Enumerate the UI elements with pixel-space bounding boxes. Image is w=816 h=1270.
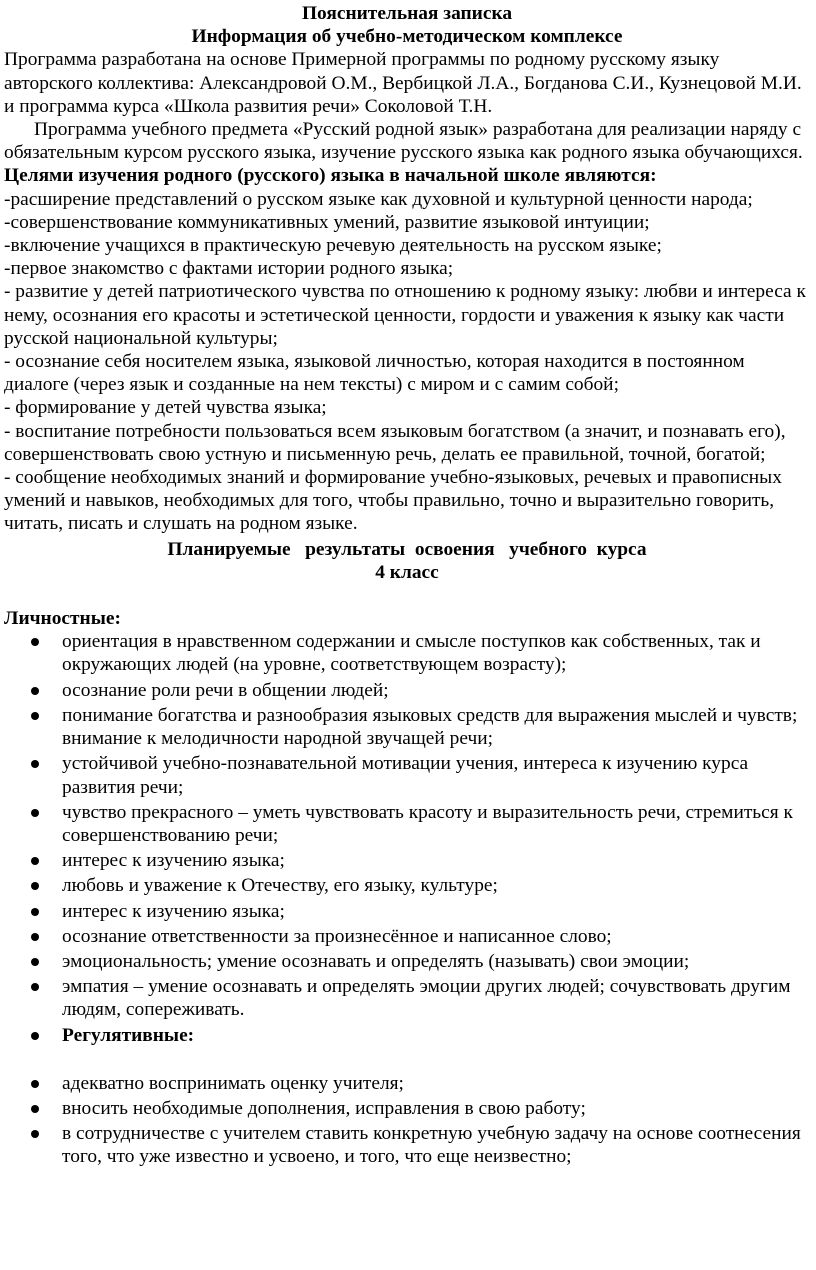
intro-paragraph-2: Программа учебного предмета «Русский родной язык» разработана для реализации наряду с обязательным курсом русского языка, изучение русского языка как родного языка обучающихся. xyxy=(4,119,803,164)
regulatory-list xyxy=(4,1072,810,1169)
bullet-icon xyxy=(31,1080,39,1088)
bullet-icon xyxy=(31,809,39,817)
list-item xyxy=(4,679,810,702)
spacer xyxy=(4,1049,810,1072)
list-item xyxy=(4,975,810,1021)
list-item-text: любовь и уважение к Отечеству, его языку, культуре; xyxy=(62,875,498,897)
regulatory-heading: Регулятивные: xyxy=(62,1024,195,1046)
document-subtitle: Информация об учебно-методическом комплексе xyxy=(191,26,623,48)
goals-list xyxy=(4,188,810,536)
bullet-icon xyxy=(31,1032,39,1040)
bullet-icon xyxy=(31,1105,39,1113)
bullet-icon xyxy=(31,958,39,966)
list-item-text: эмоциональность; умение осознавать и определять (называть) свои эмоции; xyxy=(62,950,690,972)
list-item xyxy=(4,849,810,872)
personal-heading: Личностные: xyxy=(4,608,121,630)
list-item-text: эмпатия – умение осознавать и определять эмоции других людей; сочувствовать другим людям, сопереживать. xyxy=(62,976,791,1021)
list-item xyxy=(4,801,810,847)
list-item-text: вносить необходимые дополнения, исправления в свою работу; xyxy=(62,1097,586,1119)
list-item xyxy=(4,925,810,948)
bullet-icon xyxy=(31,882,39,890)
list-item xyxy=(4,1072,810,1095)
results-heading: Планируемые результаты освоения учебного курса xyxy=(167,538,647,560)
list-item-text: ориентация в нравственном содержании и смысле поступков как собственных, так и окружающих людей (на уровне, соответствующем возрасту); xyxy=(62,631,761,676)
bullet-icon xyxy=(31,983,39,991)
list-item-text: интерес к изучению языка; xyxy=(62,850,285,872)
intro-paragraph: Программа разработана на основе Примерной программы по родному русскому языку авторского коллектива: Александровой О.М., Вербицкой Л.А., Богданова С.И., Кузнецовой М.И. и программа курса «Школа развития речи» Соколовой Т.Н. xyxy=(4,49,802,117)
goal-item: -совершенствование коммуникативных умений, развитие языковой интуиции; xyxy=(4,211,650,233)
bullet-icon xyxy=(31,857,39,865)
goal-item: - развитие у детей патриотического чувства по отношению к родному языку: любви и интереса к нему, осознания его красоты и эстетической ценности, гордости и уважения к языку как части русской национальной культуры; xyxy=(4,281,806,349)
list-item-text: понимание богатства и разнообразия языковых средств для выражения мыслей и чувств; внимание к мелодичности народной звучащей речи; xyxy=(62,704,798,750)
list-item xyxy=(4,900,810,923)
bullet-icon xyxy=(31,687,39,695)
bullet-icon xyxy=(31,1130,39,1138)
goals-heading: Целями изучения родного (русского) языка в начальной школе являются: xyxy=(4,165,657,187)
list-item-text: осознание ответственности за произнесённое и написанное слово; xyxy=(62,925,612,947)
goal-item: - воспитание потребности пользоваться всем языковым богатством (а значит, и познавать его), совершенствовать свою устную и письменную речь, делать ее правильной, точной, богатой; xyxy=(4,420,786,465)
personal-list xyxy=(4,630,810,1046)
list-item xyxy=(4,1097,810,1120)
list-item-text: интерес к изучению языка; xyxy=(62,900,285,922)
list-item xyxy=(4,1024,810,1047)
list-item-text: устойчивой учебно-познавательной мотивации учения, интереса к изучению курса развития речи; xyxy=(62,753,749,798)
list-item-text: осознание роли речи в общении людей; xyxy=(62,679,389,701)
list-item xyxy=(4,752,810,798)
goal-item: - осознание себя носителем языка, языковой личностью, которая находится в постоянном диалоге (через язык и созданные на нем тексты) с миром и с самим собой; xyxy=(4,351,745,396)
goal-item: -расширение представлений о русском языке как духовной и культурной ценности народа; xyxy=(4,188,753,210)
list-item xyxy=(4,630,810,676)
list-item-text: чувство прекрасного – уметь чувствовать красоту и выразительность речи, стремиться к совершенствованию речи; xyxy=(62,801,793,846)
goal-item: - формирование у детей чувства языка; xyxy=(4,397,327,419)
document-title: Пояснительная записка xyxy=(301,3,513,24)
list-item xyxy=(4,1122,810,1168)
list-item xyxy=(4,950,810,973)
bullet-icon xyxy=(31,760,39,768)
results-grade: 4 класс xyxy=(375,561,439,583)
list-item-text: в сотрудничестве с учителем ставить конкретную учебную задачу на основе соотнесения того, что уже известно и усвоено, и того, что еще неизвестно; xyxy=(62,1123,801,1168)
list-item xyxy=(4,874,810,897)
bullet-icon xyxy=(31,933,39,941)
bullet-icon xyxy=(31,712,39,720)
list-item xyxy=(4,704,810,750)
goal-item: -первое знакомство с фактами истории родного языка; xyxy=(4,258,454,280)
list-item-text: адекватно воспринимать оценку учителя; xyxy=(62,1072,404,1094)
bullet-icon xyxy=(31,908,39,916)
goal-item: -включение учащихся в практическую речевую деятельность на русском языке; xyxy=(4,235,662,257)
bullet-icon xyxy=(31,638,39,646)
spacer xyxy=(4,584,810,607)
goal-item: - сообщение необходимых знаний и формирование учебно-языковых, речевых и правописных умений и навыков, необходимых для того, чтобы правильно, точно и выразительно говорить, читать, писать и слушать на родном языке. xyxy=(4,467,782,535)
